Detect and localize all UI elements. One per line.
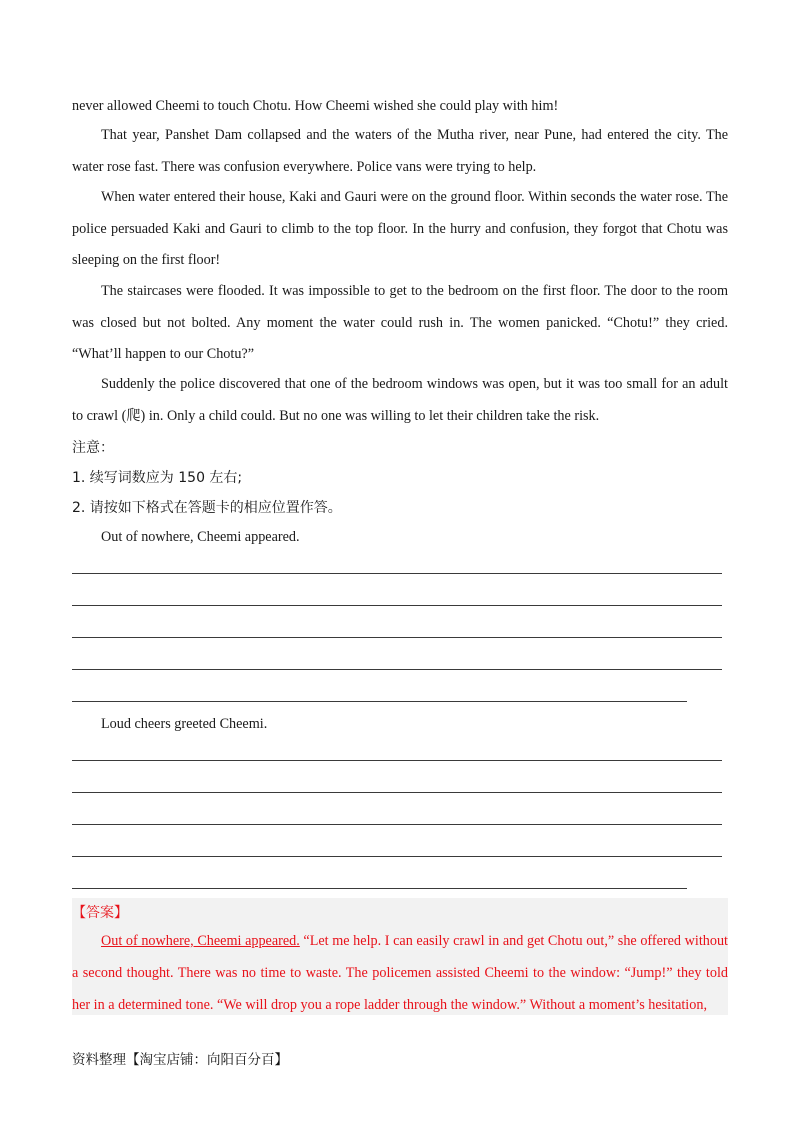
answer-line[interactable] <box>72 888 687 889</box>
answer-line[interactable] <box>72 605 722 606</box>
writing-prompt-2: Loud cheers greeted Cheemi. <box>101 716 268 732</box>
answer-line[interactable] <box>72 824 722 825</box>
answer-lead-sentence: Out of nowhere, Cheemi appeared. <box>101 933 300 949</box>
answer-heading: 【答案】 <box>72 905 128 921</box>
answer-line[interactable] <box>72 669 722 670</box>
story-paragraph-4: Suddenly the police discovered that one of the bedroom windows was open, but it was too small for an adult to crawl (爬) in. Only a child could. But no one was willing to let their children take the risk. <box>72 376 728 424</box>
notes-heading: 注意： <box>72 440 114 456</box>
answer-text <box>72 925 728 1021</box>
answer-line[interactable] <box>72 637 722 638</box>
answer-line[interactable] <box>72 856 722 857</box>
footer-source: 资料整理【淘宝店铺：向阳百分百】 <box>72 1052 288 1068</box>
story-paragraph-2: When water entered their house, Kaki and Gauri were on the ground floor. Within seconds the water rose. The police persuaded Kaki and Gauri to climb to the top floor. In the hurry and confusion, they forgot that Chotu was sleeping on the first floor! <box>72 189 728 268</box>
answer-line[interactable] <box>72 760 722 761</box>
answer-line[interactable] <box>72 792 722 793</box>
writing-prompt-1: Out of nowhere, Cheemi appeared. <box>101 529 300 545</box>
answer-body: “Let me help. I can easily crawl in and get Chotu out,” she offered without a second thought. There was no time to waste. The policemen assisted Cheemi to the window: “Jump!” they told her in a determined tone. “We will drop you a rope ladder through the window.” Without a moment’s hesitation, <box>72 933 728 1013</box>
story-paragraph-0: never allowed Cheemi to touch Chotu. How Cheemi wished she could play with him! <box>72 98 559 114</box>
answer-line[interactable] <box>72 573 722 574</box>
story-paragraph-1: That year, Panshet Dam collapsed and the waters of the Mutha river, near Pune, had entered the city. The water rose fast. There was confusion everywhere. Police vans were trying to help. <box>72 127 728 175</box>
notes-item-format: 2. 请按如下格式在答题卡的相应位置作答。 <box>72 500 342 516</box>
story-paragraph-3: The staircases were flooded. It was impossible to get to the bedroom on the first floor. The door to the room was closed but not bolted. Any moment the water could rush in. The women panicked. “Chotu!” they cried. “What’ll happen to our Chotu?” <box>72 283 728 362</box>
answer-line[interactable] <box>72 701 687 702</box>
notes-item-word-count: 1. 续写词数应为 150 左右; <box>72 470 243 486</box>
